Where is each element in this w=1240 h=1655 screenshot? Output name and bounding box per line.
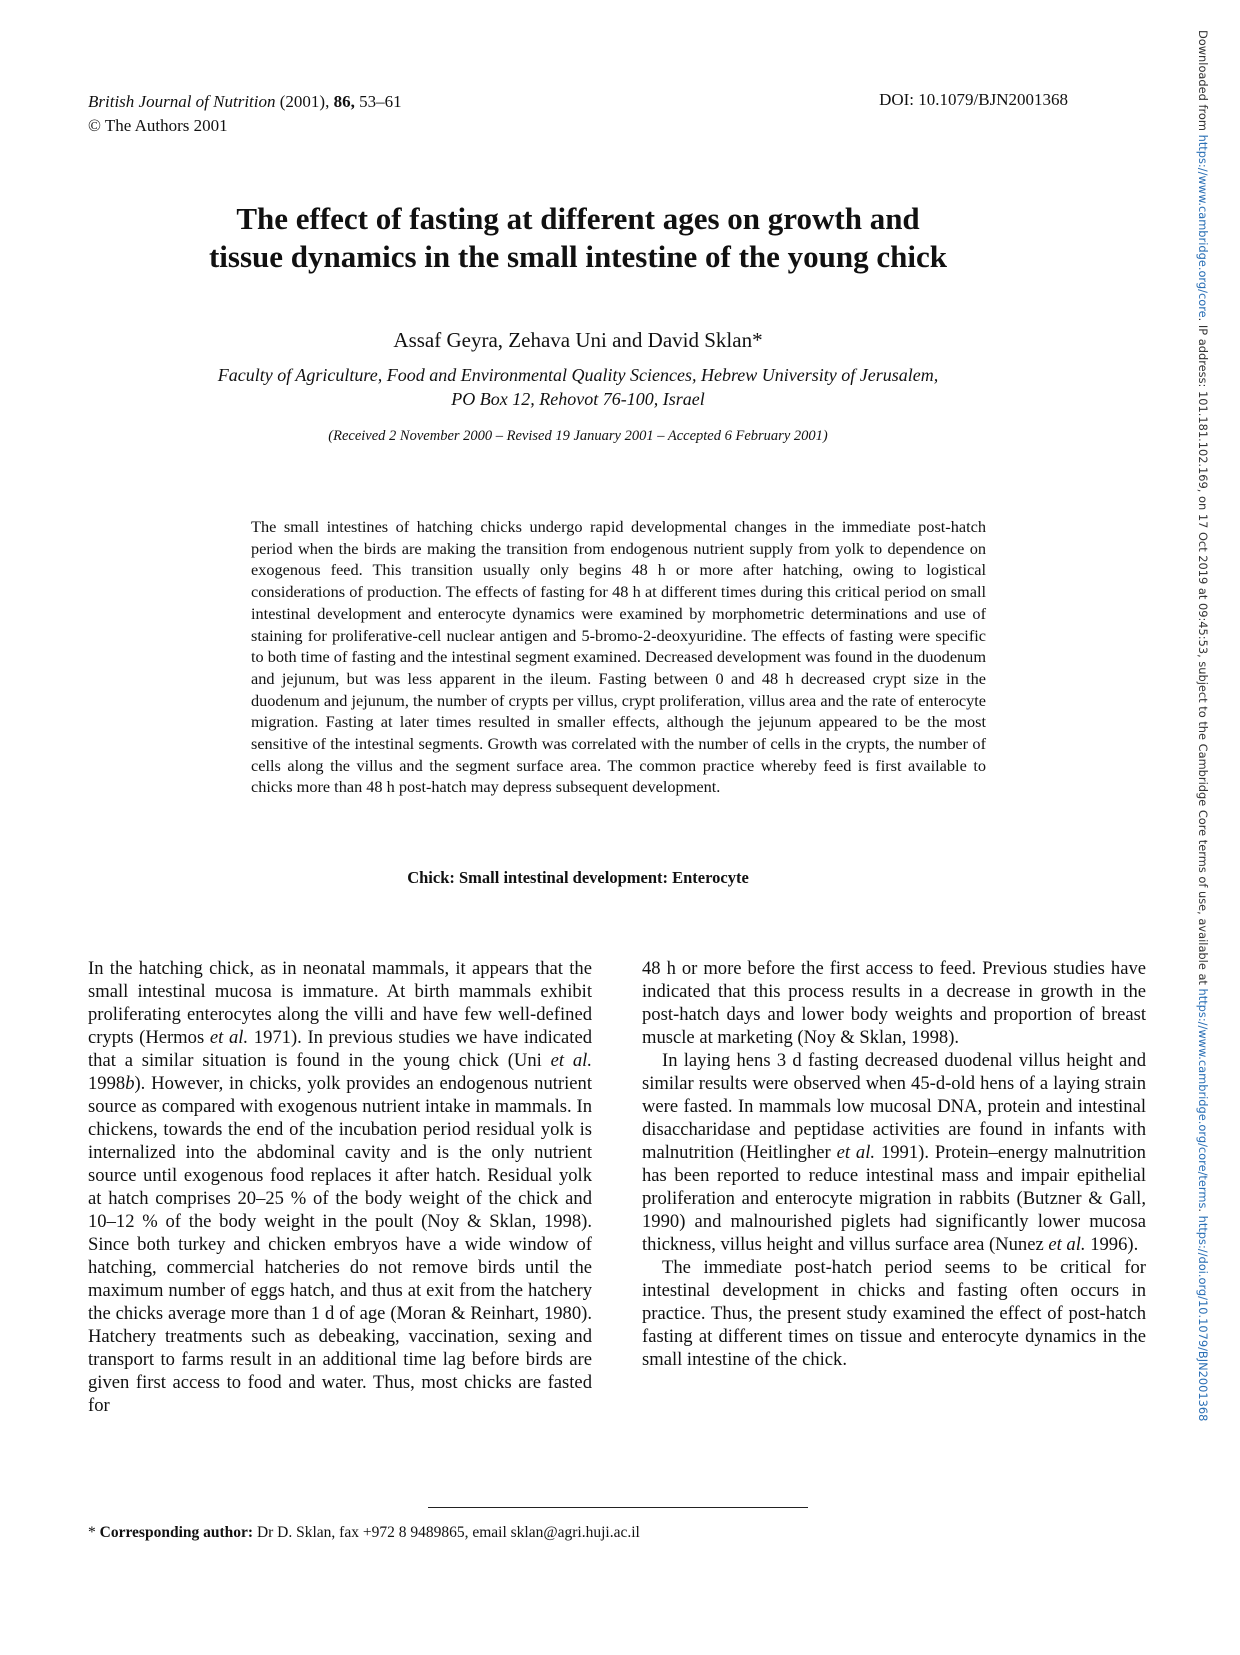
cambridge-core-link[interactable]: https://www.cambridge.org/core: [1196, 134, 1210, 318]
download-notice: Downloaded from https://www.cambridge.org/core. IP address: 101.181.102.169, on 17 Oct 2019 at 09:45:53, subject to the Cambridge Core terms of use, available at https://www.cambridge.org/core/terms. https://doi.org/10.1079/BJN2001368: [1196, 30, 1210, 1422]
received-dates: (Received 2 November 2000 – Revised 19 January 2001 – Accepted 6 February 2001): [328, 428, 828, 444]
abstract: The small intestines of hatching chicks undergo rapid developmental changes in the immediate post-hatch period when the birds are making the transition from endogenous nutrient supply from yolk to dependence on exogenous feed. This transition usually only begins 48 h or more after hatching, owing to logistical considerations of production. The effects of fasting for 48 h at different times during this critical period on small intestinal development and enterocyte dynamics were examined by morphometric determinations and use of staining for proliferative-cell nuclear antigen and 5-bromo-2-deoxyuridine. The effects of fasting were specific to both time of fasting and the intestinal segment examined. Decreased development was found in the duodenum and jejunum, but was less apparent in the ileum. Fasting between 0 and 48 h decreased crypt size in the duodenum and jejunum, the number of crypts per villus, crypt proliferation, villus area and the rate of enterocyte migration. Fasting at later times resulted in smaller effects, although the jejunum appeared to be the most sensitive of the intestinal segments. Growth was correlated with the number of cells in the crypts, the number of cells along the villus and the segment surface area. The common practice whereby feed is first available to chicks more than 48 h post-hatch may depress subsequent development.: [251, 517, 986, 797]
paper-title: [88, 200, 1068, 276]
doi-link[interactable]: https://doi.org/10.1079/BJN2001368: [1196, 1215, 1210, 1422]
paragraph: In laying hens 3 d fasting decreased duodenal villus height and similar results were observed when 45-d-old hens of a laying strain were fasted. In mammals low mucosal DNA, protein and intestinal disaccharidase and peptidase activities are found in infants with malnutrition (Heitlingher et al. 1991). Protein–energy malnutrition has been reported to reduce intestinal mass and impair epithelial proliferation and enterocyte migration in rabbits (Butzner & Gall, 1990) and malnourished piglets had significantly lower mucosa thickness, villus height and villus surface area (Nunez et al. 1996).: [642, 1050, 1146, 1255]
journal-pages: 53–61: [359, 92, 402, 111]
journal-volume: 86,: [333, 92, 355, 111]
footnote: * Corresponding author: Dr D. Sklan, fax +972 8 9489865, email sklan@agri.huji.ac.il: [88, 1524, 640, 1541]
journal-citation: [88, 90, 402, 138]
body-column-left: [88, 957, 592, 1417]
paragraph: In the hatching chick, as in neonatal mammals, it appears that the small intestinal mucosa is immature. At birth mammals exhibit proliferating enterocytes along the villi and have few well-defined crypts (Hermos et al. 1971). In previous studies we have indicated that a similar situation is found in the young chick (Uni et al. 1998b). However, in chicks, yolk provides an endogenous nutrient source as compared with exogenous nutrient intake in mammals. In chickens, towards the end of the incubation period residual yolk is internalized into the abdominal cavity and is the only nutrient source until exogenous food replaces it after hatch. Residual yolk at hatch comprises 20–25 % of the body weight of the chick and 10–12 % of the body weight in the poult (Noy & Sklan, 1998). Since both turkey and chicken embryos have a wide window of hatching, commercial hatcheries do not remove birds until the maximum number of eggs hatch, and thus at exit from the hatchery the chicks average more than 1 d of age (Moran & Reinhart, 1980). Hatchery treatments such as debeaking, vaccination, sexing and transport to farms result in an additional time lag before birds are given first access to food and water. Thus, most chicks are fasted for: [88, 958, 592, 1416]
journal-year: (2001),: [279, 92, 330, 111]
affiliation-line-2: PO Box 12, Rehovot 76-100, Israel: [451, 389, 705, 409]
keywords: Chick: Small intestinal development: Enterocyte: [407, 868, 749, 887]
doi: DOI: 10.1079/BJN2001368: [879, 90, 1068, 109]
copyright: © The Authors 2001: [88, 116, 228, 135]
terms-link[interactable]: https://www.cambridge.org/core/terms: [1196, 988, 1210, 1209]
footnote-divider: [428, 1507, 808, 1508]
title-line-1: The effect of fasting at different ages on growth and: [236, 201, 920, 236]
affiliation-line-1: Faculty of Agriculture, Food and Environmental Quality Sciences, Hebrew University of Jerusalem,: [217, 365, 939, 385]
paragraph: 48 h or more before the first access to feed. Previous studies have indicated that this process results in a decrease in growth in the post-hatch days and lower body weights and proportion of breast muscle at marketing (Noy & Sklan, 1998).: [642, 958, 1146, 1048]
journal-name: British Journal of Nutrition: [88, 92, 276, 111]
affiliation: [88, 363, 1068, 411]
body-column-right: [642, 957, 1146, 1371]
authors: Assaf Geyra, Zehava Uni and David Sklan*: [393, 328, 763, 352]
title-line-2: tissue dynamics in the small intestine of the young chick: [208, 239, 948, 274]
paragraph: The immediate post-hatch period seems to be critical for intestinal development in chicks and fasting often occurs in practice. Thus, the present study examined the effect of post-hatch fasting at different times on tissue and enterocyte dynamics in the small intestine of the chick.: [642, 1257, 1146, 1370]
